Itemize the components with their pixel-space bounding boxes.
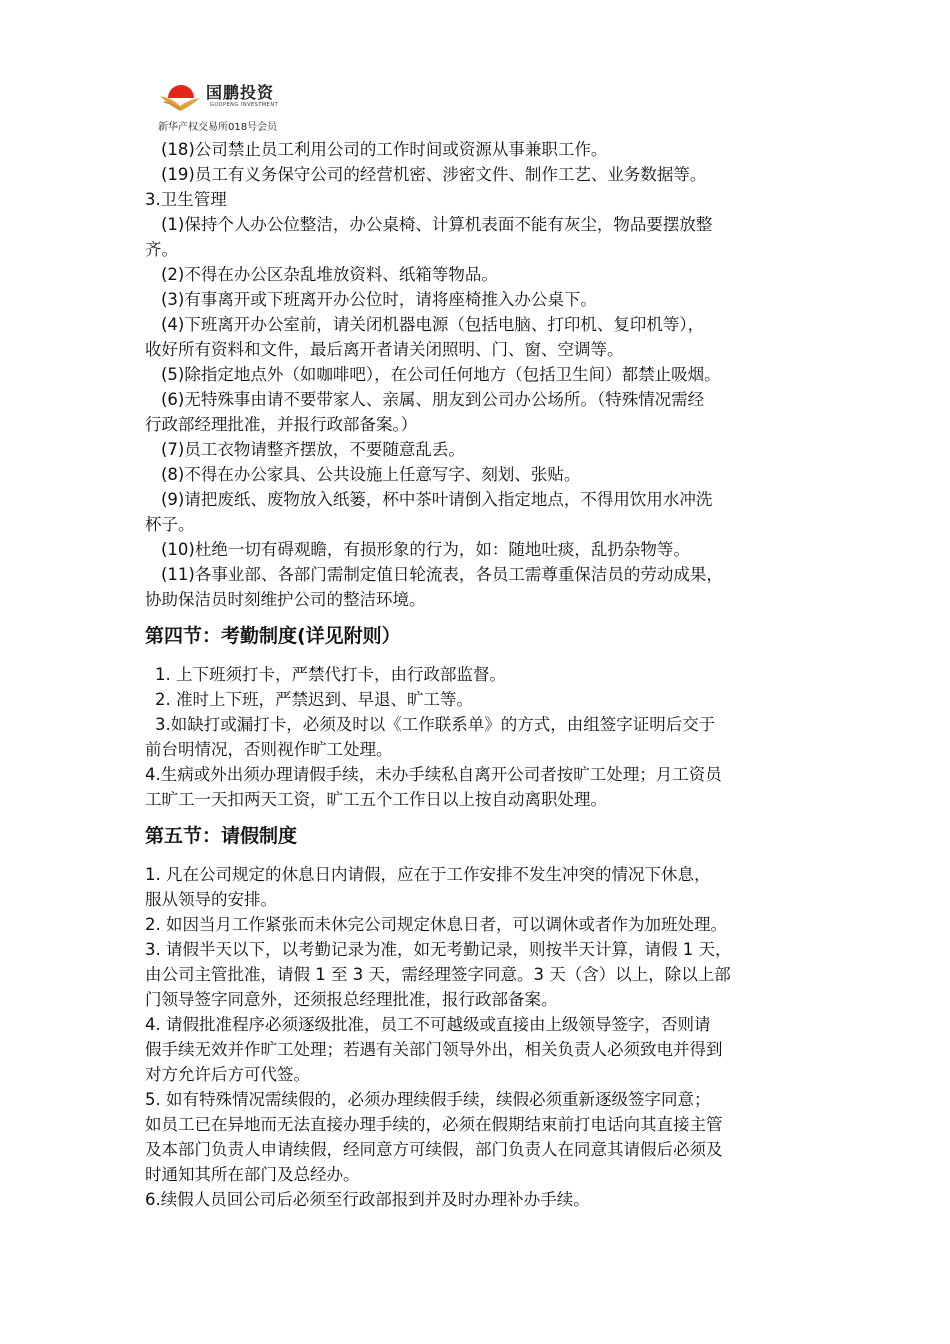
- text-line: 2. 如因当月工作紧张而未休完公司规定休息日者，可以调休或者作为加班处理。: [145, 915, 727, 934]
- text-line: 时通知其所在部门及总经办。: [145, 1165, 360, 1184]
- text-line: (2)不得在办公区杂乱堆放资料、纸箱等物品。: [161, 265, 498, 284]
- document-body: [145, 137, 810, 1212]
- text-line: (1)保持个人办公位整洁，办公桌椅、计算机表面不能有灰尘，物品要摆放整: [161, 215, 713, 234]
- text-line: 由公司主管批准，请假 1 至 3 天，需经理签字同意。3 天（含）以上，除以上部: [145, 965, 731, 984]
- text-line: 杯子。: [145, 515, 195, 534]
- text-line: 5. 如有特殊情况需续假的，必须办理续假手续，续假必须重新逐级签字同意；: [145, 1090, 711, 1109]
- text-line: (5)除指定地点外（如咖啡吧），在公司任何地方（包括卫生间）都禁止吸烟。: [161, 365, 721, 384]
- text-line: 协助保洁员时刻维护公司的整洁环境。: [145, 590, 426, 609]
- logo-name-cn: 国鹏投资: [206, 83, 275, 102]
- text-line: 假手续无效并作旷工处理；若遇有关部门领导外出，相关负责人必须致电并得到: [145, 1040, 723, 1059]
- logo-subtitle: 新华产权交易所018号会员: [158, 122, 278, 133]
- text-line: (4)下班离开办公室前，请关闭机器电源（包括电脑、打印机、复印机等），: [161, 315, 705, 334]
- company-logo: [152, 74, 302, 134]
- text-line: 服从领导的安排。: [145, 890, 277, 909]
- text-line: (3)有事离开或下班离开办公位时，请将座椅推入办公桌下。: [161, 290, 597, 309]
- logo-name-en: GUOPENG INVESTMENT: [210, 102, 279, 108]
- text-line: (8)不得在办公家具、公共设施上任意写字、刻划、张贴。: [161, 465, 581, 484]
- text-line: 4. 请假批准程序必须逐级批准，员工不可越级或直接由上级领导签字，否则请: [145, 1015, 711, 1034]
- leave-rules-list: [145, 862, 810, 1212]
- text-line: 2. 准时上下班，严禁迟到、早退、旷工等。: [155, 690, 473, 709]
- text-line: 对方允许后方可代签。: [145, 1065, 310, 1084]
- text-line: (11)各事业部、各部门需制定值日轮流表，各员工需尊重保洁员的劳动成果，: [161, 565, 723, 584]
- text-line: 收好所有资料和文件，最后离开者请关闭照明、门、窗、空调等。: [145, 340, 624, 359]
- text-line: 1. 凡在公司规定的休息日内请假，应在于工作安排不发生冲突的情况下休息，: [145, 865, 711, 884]
- text-line: 门领导签字同意外，还须报总经理批准，报行政部备案。: [145, 990, 558, 1009]
- text-line: 前台明情况，否则视作旷工处理。: [145, 740, 393, 759]
- text-line: (7)员工衣物请整齐摆放，不要随意乱丢。: [161, 440, 465, 459]
- sun-wing-logo-icon: [158, 78, 202, 112]
- text-line: 工旷工一天扣两天工资，旷工五个工作日以上按自动离职处理。: [145, 790, 607, 809]
- text-line: 如员工已在异地而无法直接办理手续的，必须在假期结束前打电话向其直接主管: [145, 1115, 723, 1134]
- hygiene-rules-block: [145, 137, 810, 612]
- text-line: 6.续假人员回公司后必须至行政部报到并及时办理补办手续。: [145, 1190, 590, 1209]
- text-line: (9)请把废纸、废物放入纸篓，杯中茶叶请倒入指定地点，不得用饮用水冲洗: [161, 490, 713, 509]
- text-line: 3.卫生管理: [145, 190, 227, 209]
- text-line: 1. 上下班须打卡，严禁代打卡，由行政部监督。: [155, 665, 506, 684]
- text-line: (10)杜绝一切有碍观瞻，有损形象的行为，如：随地吐痰，乱扔杂物等。: [161, 540, 690, 559]
- text-line: 4.生病或外出须办理请假手续，未办手续私自离开公司者按旷工处理；月工资员: [145, 765, 722, 784]
- text-line: (18)公司禁止员工利用公司的工作时间或资源从事兼职工作。: [161, 140, 608, 159]
- section-4-heading: 第四节：考勤制度(详见附则）: [145, 625, 401, 647]
- text-line: 3. 请假半天以下，以考勤记录为准，如无考勤记录，则按半天计算，请假 1 天，: [145, 940, 732, 959]
- text-line: 齐。: [145, 240, 178, 259]
- attendance-rules-list: [145, 662, 810, 812]
- section-5-heading: 第五节：请假制度: [145, 825, 298, 847]
- text-line: 3.如缺打或漏打卡，必须及时以《工作联系单》的方式，由组签字证明后交于: [155, 715, 716, 734]
- text-line: 及本部门负责人申请续假，经同意方可续假，部门负责人在同意其请假后必须及: [145, 1140, 723, 1159]
- text-line: 行政部经理批准，并报行政部备案。）: [145, 415, 418, 434]
- text-line: (6)无特殊事由请不要带家人、亲属、朋友到公司办公场所。（特殊情况需经: [161, 390, 705, 409]
- text-line: (19)员工有义务保守公司的经营机密、涉密文件、制作工艺、业务数据等。: [161, 165, 707, 184]
